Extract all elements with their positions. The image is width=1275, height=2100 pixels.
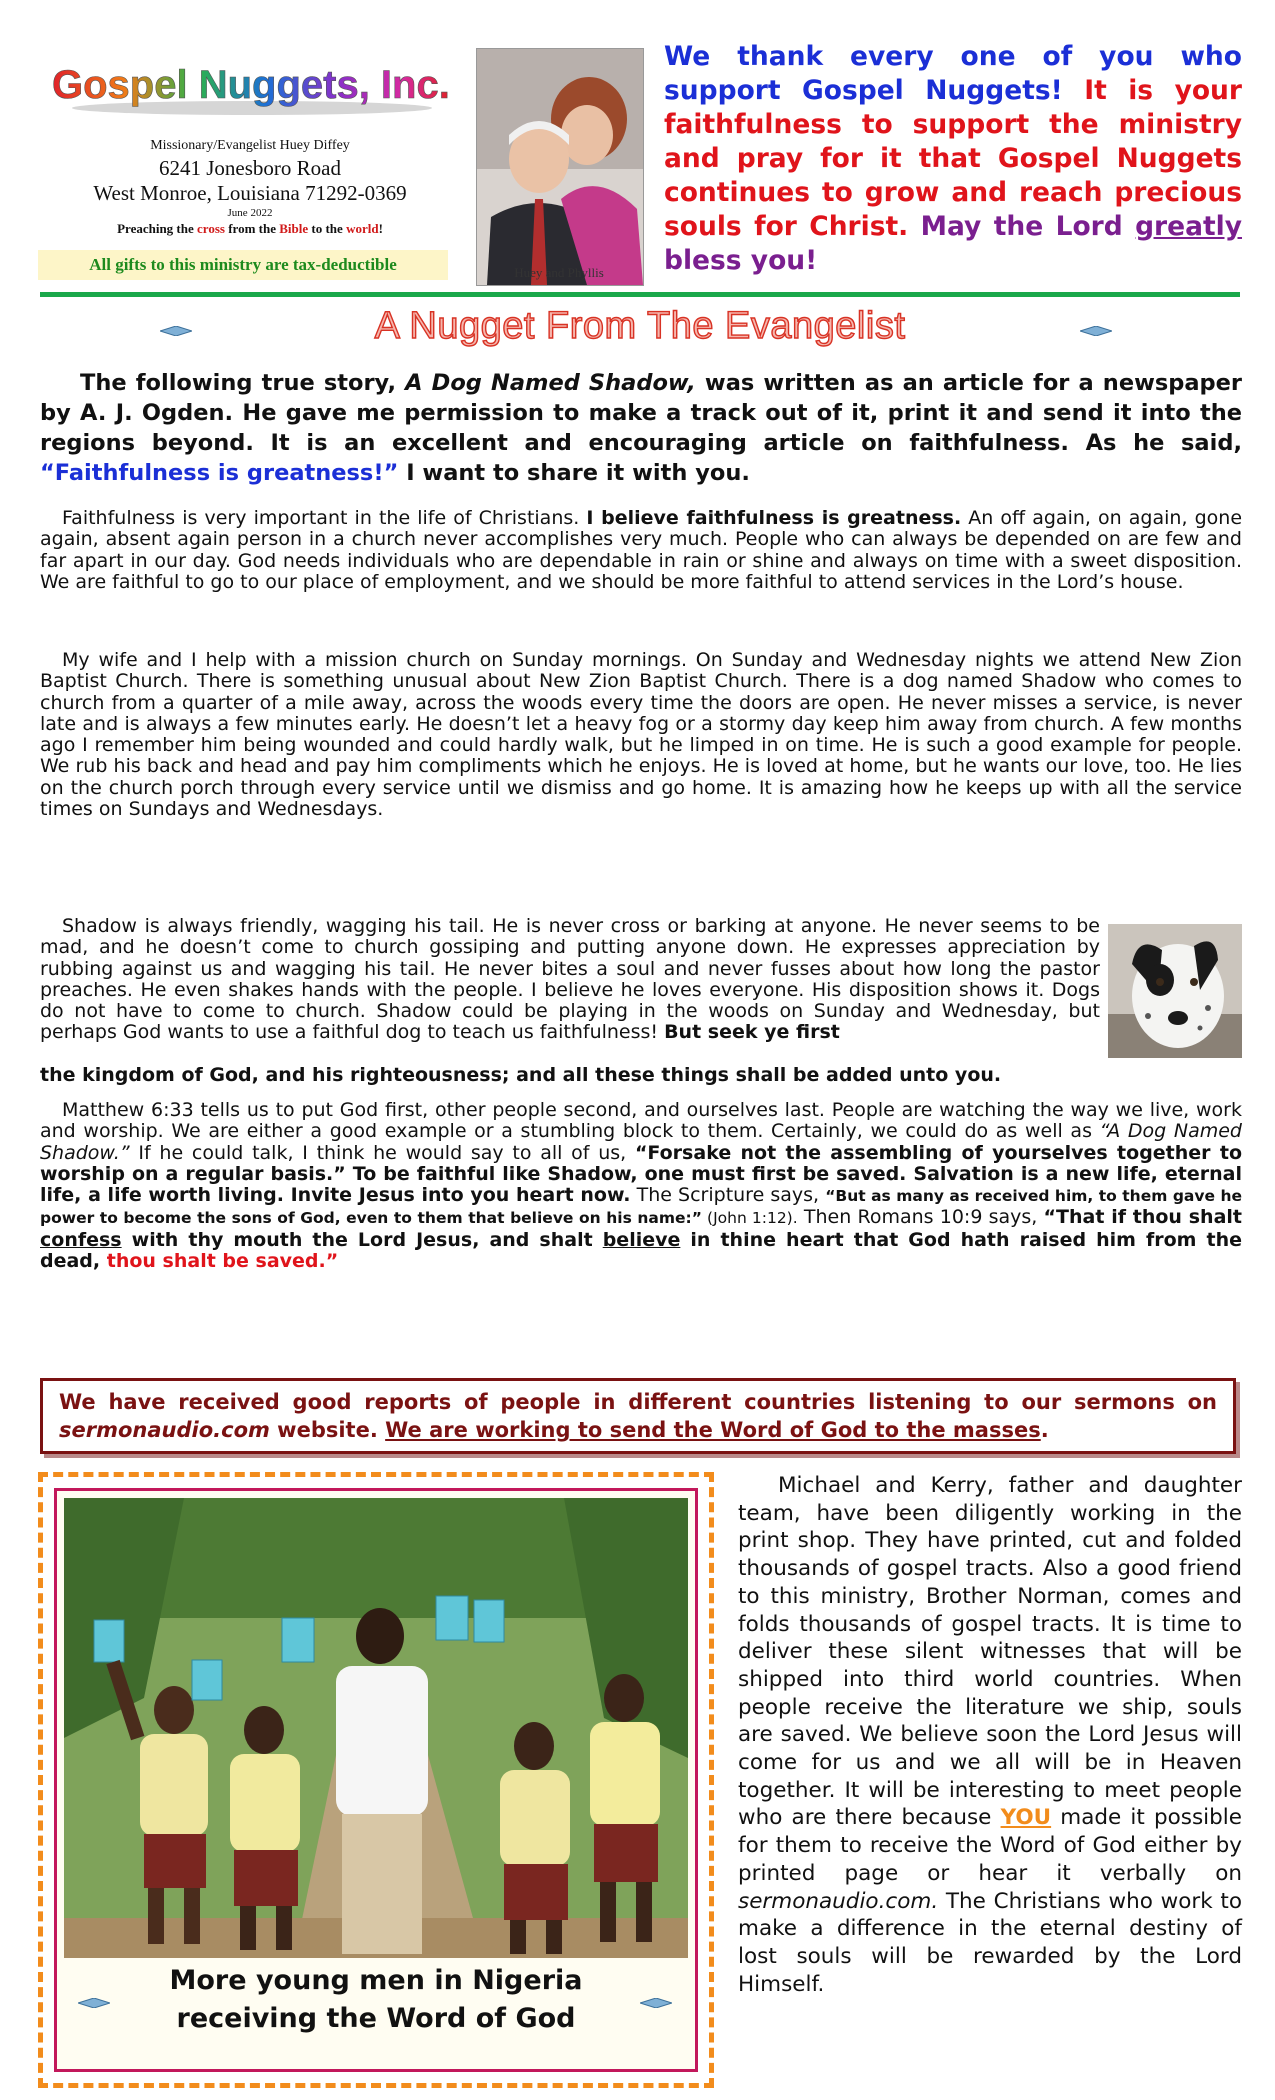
missionary-name: Missionary/Evangelist Huey Diffey bbox=[150, 138, 350, 153]
thanks-blue: We thank every one of you who support Gospel Nuggets! bbox=[664, 41, 1242, 106]
nigeria-caption-line2: receiving the Word of God bbox=[176, 2003, 576, 2034]
ornament-diamond-right bbox=[1080, 326, 1112, 336]
paragraph-matthew-633: Matthew 6:33 tells us to put God first, other people second, and ourselves last. People are watching the way we live, work and worship. We are either a good example or a stumbling block to them. Certainly, we could do as well as “A Dog Named Shadow.” If he could talk, I think he would say to all of us, “Forsake not the assembling of yourselves together to worship on a regular basis.” To be faithful like Shadow, one must first be saved. Salvation is a new life, eternal life, a life worth living. Invite Jesus into you heart now. The Scripture says, “But as many as received him, to them gave he power to become the sons of God, even to them that believe on his name:” (John 1:12). Then Romans 10:9 says, “That if thou shalt confess with thy mouth the Lord Jesus, and shalt believe in thine heart that God hath raised him from the dead, thou shalt be saved.” bbox=[40, 1099, 1242, 1273]
issue-date: June 2022 bbox=[227, 207, 273, 219]
paragraph-shadow: Shadow is always friendly, wagging his tail. He is never cross or barking at anyone. He never seems to be mad, and he doesn’t come to church gossiping and putting anyone down. He expresses appreciation by rubbing against us and wagging his tail. He never bites a soul and never fusses about how long the pastor preaches. He even shakes hands with the people. I believe he loves everyone. His disposition shows it. Dogs do not have to come to church. Shadow could be playing in the woods on Sunday and Wednesday, but perhaps God wants to use a faithful dog to teach us faithfulness! But seek ye first bbox=[40, 915, 1100, 1044]
intro-paragraph: The following true story, A Dog Named Shadow, was written as an article for a newspaper by A. J. Ogden. He gave me permission to make a track out of it, print it and send it into the regions beyond. It is an excellent and encouraging article on faithfulness. As he said, “Faithfulness is greatness!” I want to share it with you. bbox=[40, 370, 1243, 486]
thank-you-message bbox=[664, 40, 1242, 278]
reports-box bbox=[40, 1378, 1236, 1454]
ornament-diamond-caption-right bbox=[640, 1998, 672, 2008]
nigeria-boys-photo bbox=[64, 1498, 688, 1958]
huey-phyllis-photo bbox=[476, 48, 644, 286]
section-title: A Nugget From The Evangelist bbox=[374, 305, 906, 347]
motto: Preaching the cross from the Bible to the world! bbox=[117, 221, 383, 236]
logo-text: Gospel Nuggets, Inc. bbox=[52, 63, 450, 107]
header-divider bbox=[40, 292, 1240, 297]
nigeria-caption bbox=[90, 1962, 662, 2038]
nigeria-caption-line1: More young men in Nigeria bbox=[169, 1965, 583, 1996]
dog-shadow-photo bbox=[1108, 924, 1242, 1058]
logo bbox=[52, 58, 472, 118]
tax-deductible-note: All gifts to this ministry are tax-deductible bbox=[38, 250, 448, 280]
scripture-matthew: the kingdom of God, and his righteousness; and all these things shall be added unto you. bbox=[40, 1064, 1002, 1086]
photo-caption: Huey and Phyllis bbox=[514, 265, 604, 280]
ornament-diamond-left bbox=[160, 326, 192, 336]
city-state-zip: West Monroe, Louisiana 71292-0369 bbox=[93, 181, 407, 205]
ornament-diamond-caption-left bbox=[78, 1998, 110, 2008]
thanks-red: It is your faithfulness to support the ministry and pray for it that Gospel Nuggets continues to grow and reach precious souls for Christ. bbox=[664, 75, 1242, 242]
paragraph-faithfulness: Faithfulness is very important in the life of Christians. I believe faithfulness is greatness. An off again, on again, gone again, absent again person in a church never accomplishes very much. People who can always be depended on are few and far apart in our day. God needs individuals who are dependable in rain or shine and always on time with a sweet disposition. We are faithful to go to our place of employment, and we should be more faithful to attend services in the Lord’s house. bbox=[40, 507, 1243, 593]
reports-text: We have received good reports of people in different countries listening to our sermons on sermonaudio.com website. We are working to send the Word of God to the masses. bbox=[59, 1390, 1217, 1442]
street-address: 6241 Jonesboro Road bbox=[159, 156, 341, 180]
paragraph-mission-church: My wife and I help with a mission church on Sunday mornings. On Sunday and Wednesday nights we attend New Zion Baptist Church. There is something unusual about New Zion Baptist Church. There is a dog named Shadow who comes to church from a quarter of a mile away, across the woods every time the doors are open. He never misses a service, is never late and is always a few minutes early. He doesn’t let a heavy fog or a stormy day keep him away from church. A few months ago I remember him being wounded and could hardly walk, but he limped in on time. He is such a good example for people. We rub his back and head and pay him compliments which he enjoys. He is loved at home, but he wants our love, too. He lies on the church porch through every service until we dismiss and go home. It is amazing how he keeps up with all the service times on Sundays and Wednesdays. bbox=[40, 649, 1242, 821]
address-block bbox=[40, 136, 460, 238]
print-shop-paragraph: Michael and Kerry, father and daughter team, have been diligently working in the print shop. They have printed, cut and folded thousands of gospel tracts. Also a good friend to this ministry, Brother Norman, comes and folds thousands of gospel tracts. It is time to deliver these silent witnesses that will be shipped into third world countries. When people receive the literature we ship, souls are saved. We believe soon the Lord Jesus will come for us and we all will be in Heaven together. It will be interesting to meet people who are there because YOU made it possible for them to receive the Word of God either by printed page or hear it verbally on sermonaudio.com. The Christians who work to make a difference in the eternal destiny of lost souls will be rewarded by the Lord Himself. bbox=[738, 1473, 1242, 1997]
thanks-purple: May the Lord greatly bless you! bbox=[664, 211, 1242, 276]
